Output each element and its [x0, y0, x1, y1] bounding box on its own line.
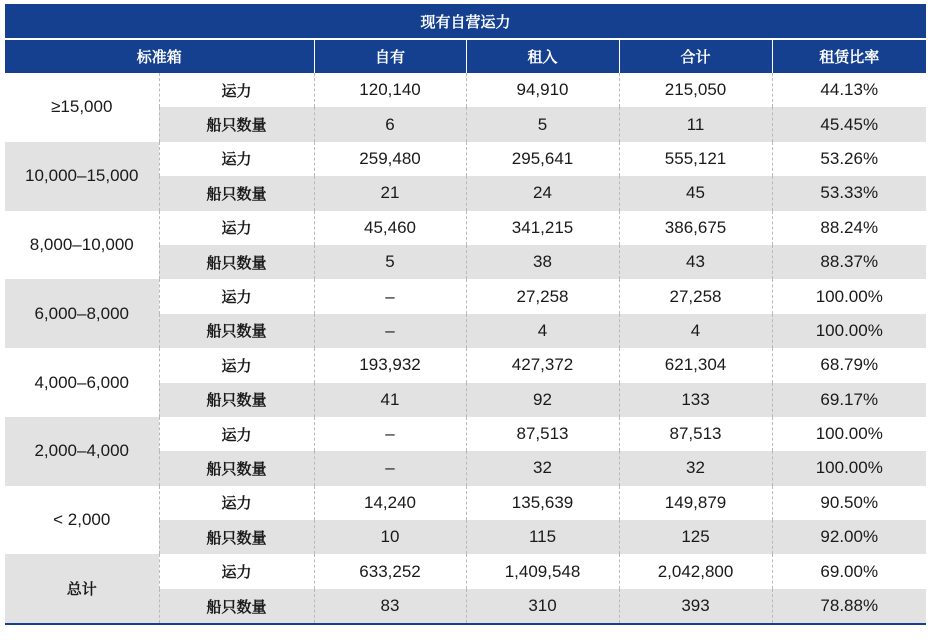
chartered-value: 310	[466, 589, 619, 623]
total-value: 386,675	[619, 211, 772, 245]
owned-value: –	[314, 417, 466, 451]
total-value: 555,121	[619, 142, 772, 176]
owned-value: –	[314, 314, 466, 348]
total-value: 393	[619, 589, 772, 623]
charter-ratio-value: 69.00%	[820, 561, 879, 581]
table-row	[5, 211, 926, 245]
metric-label: 运力	[159, 554, 314, 588]
metric-label: 运力	[159, 73, 314, 107]
group-label: 10,000–15,000	[5, 142, 159, 211]
table-row	[5, 73, 926, 107]
owned-value: 633,252	[314, 554, 466, 588]
capacity-table	[5, 40, 926, 623]
header-row	[5, 40, 926, 73]
table-row	[5, 554, 926, 588]
chartered-value: 27,258	[466, 279, 619, 313]
total-value: 45	[619, 176, 772, 210]
header-charter-ratio: 租赁比率	[772, 40, 926, 73]
charter-ratio-value: 53.33%	[772, 176, 926, 210]
charter-ratio-value: 92.00%	[772, 520, 926, 554]
group-label: 8,000–10,000	[5, 211, 159, 280]
chartered-value: 5	[466, 107, 619, 141]
charter-ratio-value: 100.00%	[772, 314, 926, 348]
chartered-value: 135,639	[466, 486, 619, 520]
table-row	[5, 486, 926, 520]
charter-ratio-value: 90.50%	[820, 492, 879, 512]
header-owned: 自有	[314, 40, 466, 73]
metric-label: 船只数量	[159, 520, 314, 554]
owned-value: 193,932	[314, 348, 466, 382]
owned-value: 6	[314, 107, 466, 141]
owned-value: 14,240	[314, 486, 466, 520]
total-value: 87,513	[619, 417, 772, 451]
owned-value: –	[314, 279, 466, 313]
charter-ratio-value: 44.13%	[820, 80, 879, 100]
owned-value: 259,480	[314, 142, 466, 176]
total-value: 621,304	[619, 348, 772, 382]
table-row	[5, 417, 926, 451]
table-row	[5, 348, 926, 382]
owned-value: 45,460	[314, 211, 466, 245]
total-value: 32	[619, 451, 772, 485]
owned-value: 83	[314, 589, 466, 623]
total-value: 11	[619, 107, 772, 141]
metric-label: 运力	[159, 417, 314, 451]
charter-ratio-value: 88.37%	[772, 245, 926, 279]
chartered-value: 87,513	[466, 417, 619, 451]
charter-ratio-value: 69.17%	[772, 383, 926, 417]
group-label: ≥15,000	[5, 73, 159, 142]
charter-ratio-value: 45.45%	[772, 107, 926, 141]
header-chartered: 租入	[466, 40, 619, 73]
table-header	[5, 40, 926, 73]
metric-label: 运力	[159, 142, 314, 176]
total-value: 2,042,800	[619, 554, 772, 588]
chartered-value: 1,409,548	[466, 554, 619, 588]
chartered-value: 92	[466, 383, 619, 417]
total-value: 149,879	[619, 486, 772, 520]
metric-label: 船只数量	[159, 176, 314, 210]
group-label: 总计	[5, 554, 159, 623]
owned-value: 5	[314, 245, 466, 279]
group-label: 4,000–6,000	[5, 348, 159, 417]
charter-ratio-value: 68.79%	[820, 355, 879, 375]
chartered-value: 38	[466, 245, 619, 279]
header-category: 标准箱	[5, 40, 314, 73]
chartered-value: 94,910	[466, 73, 619, 107]
capacity-table-container	[5, 4, 926, 625]
chartered-value: 427,372	[466, 348, 619, 382]
owned-value: 10	[314, 520, 466, 554]
total-value: 215,050	[619, 73, 772, 107]
metric-label: 运力	[159, 279, 314, 313]
chartered-value: 115	[466, 520, 619, 554]
chartered-value: 341,215	[466, 211, 619, 245]
metric-label: 船只数量	[159, 451, 314, 485]
table-row	[5, 142, 926, 176]
group-label: 6,000–8,000	[5, 279, 159, 348]
group-label: < 2,000	[5, 486, 159, 555]
group-label: 2,000–4,000	[5, 417, 159, 486]
charter-ratio-value: 100.00%	[815, 286, 883, 306]
owned-value: 41	[314, 383, 466, 417]
total-value: 43	[619, 245, 772, 279]
metric-label: 运力	[159, 211, 314, 245]
metric-label: 船只数量	[159, 245, 314, 279]
metric-label: 船只数量	[159, 589, 314, 623]
charter-ratio-value: 88.24%	[820, 217, 879, 237]
metric-label: 船只数量	[159, 383, 314, 417]
table-title: 现有自营运力	[5, 4, 926, 40]
total-value: 27,258	[619, 279, 772, 313]
owned-value: 120,140	[314, 73, 466, 107]
charter-ratio-value: 53.26%	[820, 148, 879, 168]
chartered-value: 4	[466, 314, 619, 348]
charter-ratio-value: 78.88%	[772, 589, 926, 623]
metric-label: 船只数量	[159, 314, 314, 348]
bottom-rule	[5, 623, 926, 625]
chartered-value: 24	[466, 176, 619, 210]
table-body	[5, 73, 926, 623]
chartered-value: 295,641	[466, 142, 619, 176]
charter-ratio-value: 100.00%	[815, 424, 883, 444]
total-value: 4	[619, 314, 772, 348]
total-value: 125	[619, 520, 772, 554]
table-row	[5, 279, 926, 313]
metric-label: 船只数量	[159, 107, 314, 141]
chartered-value: 32	[466, 451, 619, 485]
metric-label: 运力	[159, 348, 314, 382]
owned-value: –	[314, 451, 466, 485]
owned-value: 21	[314, 176, 466, 210]
total-value: 133	[619, 383, 772, 417]
header-total: 合计	[619, 40, 772, 73]
metric-label: 运力	[159, 486, 314, 520]
charter-ratio-value: 100.00%	[772, 451, 926, 485]
